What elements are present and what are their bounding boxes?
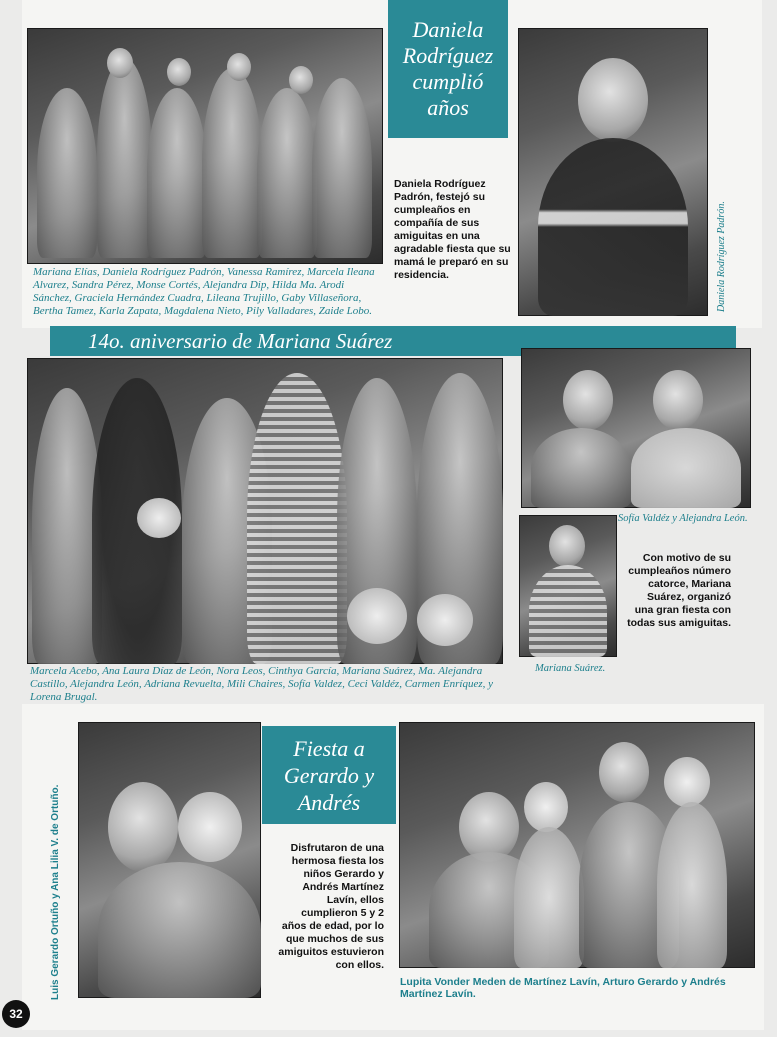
page-number: 32 xyxy=(2,1000,30,1028)
title-daniela-text: Daniela Rodríguez cumplió años xyxy=(402,17,494,120)
group-photo-mariana xyxy=(27,358,503,664)
photo-ortuno xyxy=(78,722,261,998)
photo-mariana-suarez xyxy=(519,515,617,657)
caption-martinez-lavin: Lupita Vonder Meden de Martínez Lavín, Arturo Gerardo y Andrés Martínez Lavín. xyxy=(400,976,726,1000)
portrait-daniela xyxy=(518,28,708,316)
caption-group-daniela: Mariana Elías, Daniela Rodríguez Padrón, Vanessa Ramírez, Marcela Ileana Alvarez, Sandra Pérez, Monse Cortés, Alejandra Dip, Hilda Ma. Arodi Sánchez, Graciela Hernández Cuadra, Lileana Trujillo, Gaby Villaseñora, Bertha Tamez, Karla Zapata, Magdalena Nieto, Pily Valladares, Zaide Lobo. xyxy=(33,266,375,317)
title-daniela xyxy=(388,0,508,138)
caption-ortuno: Luis Gerardo Ortuño y Ana Lilia V. de Ortuño. xyxy=(50,784,61,1000)
caption-portrait-daniela: Daniela Rodríguez Padrón. xyxy=(716,201,727,312)
title-gerardo-andres-text: Fiesta a Gerardo y Andrés xyxy=(283,735,375,815)
title-mariana-text: 14o. aniversario de Mariana Suárez xyxy=(88,328,393,353)
title-gerardo-andres xyxy=(262,726,396,824)
caption-mariana-suarez: Mariana Suárez. xyxy=(535,663,606,674)
photo-martinez-lavin xyxy=(399,722,755,968)
body-gerardo-andres: Disfrutaron de una hermosa fiesta los niños Gerardo y Andrés Martínez Lavín, ellos cumplieron 5 y 2 años de edad, por lo que muchos de sus amiguitos estuvieron con ellos. xyxy=(278,842,384,971)
caption-sofia-alejandra: Sofía Valdéz y Alejandra León. xyxy=(618,513,748,524)
photo-sofia-alejandra xyxy=(521,348,751,508)
body-daniela: Daniela Rodríguez Padrón, festejó su cumpleaños en compañía de sus amiguitas en una agradable fiesta que su mamá le preparó en su residencia. xyxy=(394,178,511,281)
body-mariana: Con motivo de su cumpleaños número catorce, Mariana Suárez, organizó una gran fiesta con todas sus amiguitas. xyxy=(627,552,731,629)
group-photo-daniela xyxy=(27,28,383,264)
caption-group-mariana: Marcela Acebo, Ana Laura Díaz de León, Nora Leos, Cinthya García, Mariana Suárez, Ma. Alejandra Castillo, Alejandra León, Adriana Revuelta, Mili Chaires, Sofía Valdez, Ceci Valdéz, Carmen Enríquez, y Lorena Brugal. xyxy=(30,665,493,703)
